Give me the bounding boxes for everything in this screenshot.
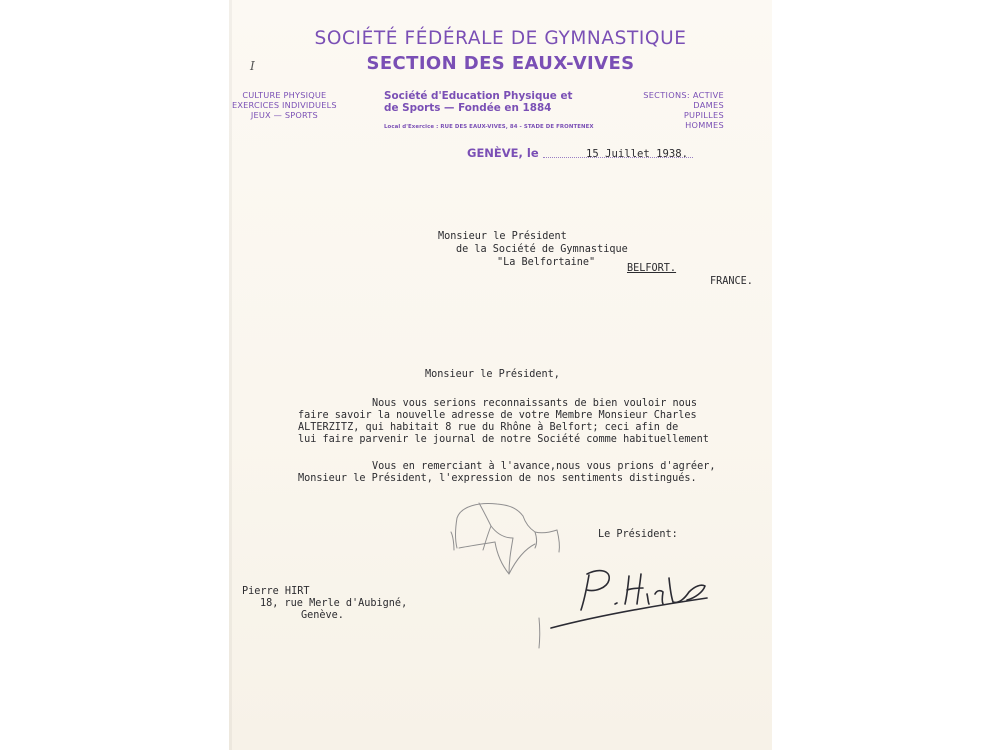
body-line: Vous en remerciant à l'avance,nous vous prions d'agréer, bbox=[372, 461, 716, 472]
recipient-country: FRANCE. bbox=[710, 276, 753, 287]
letterhead-local: Local d'Exercice : RUE DES EAUX-VIVES, 84 - STADE DE FRONTENEX bbox=[384, 124, 594, 130]
letter-page bbox=[229, 0, 772, 750]
body-line: ALTERZITZ, qui habitait 8 rue du Rhône à Belfort; ceci afin de bbox=[298, 422, 679, 433]
sender-city: Genève. bbox=[301, 610, 344, 621]
letterhead-society bbox=[384, 90, 572, 114]
sections-line: HOMMES bbox=[685, 120, 724, 130]
recipient-city: BELFORT. bbox=[627, 263, 677, 274]
letterhead-place: GENÈVE, le bbox=[467, 146, 539, 160]
letterhead-activities bbox=[232, 90, 337, 120]
closing-label: Le Président: bbox=[598, 529, 678, 540]
letter-date: 15 Juillet 1938. bbox=[586, 148, 689, 160]
margin-mark: I bbox=[250, 59, 255, 73]
recipient-line: "La Belfortaine" bbox=[497, 257, 596, 268]
society-line: Société d'Education Physique et bbox=[384, 90, 573, 102]
recipient-line: Monsieur le Président bbox=[438, 231, 567, 242]
body-line: Monsieur le Président, l'expression de nos sentiments distingués. bbox=[298, 473, 697, 484]
activity-line: CULTURE PHYSIQUE bbox=[242, 90, 327, 100]
recipient-line: de la Société de Gymnastique bbox=[456, 244, 628, 255]
body-line: lui faire parvenir le journal de notre Société comme habituellement bbox=[298, 434, 709, 445]
salutation: Monsieur le Président, bbox=[425, 369, 560, 380]
activity-line: JEUX — SPORTS bbox=[250, 110, 318, 120]
sender-street: 18, rue Merle d'Aubigné, bbox=[260, 598, 408, 609]
sections-line: PUPILLES bbox=[683, 110, 724, 120]
letterhead-sections bbox=[620, 90, 724, 130]
letterhead-title: SOCIÉTÉ FÉDÉRALE DE GYMNASTIQUE bbox=[314, 28, 687, 49]
society-line: de Sports — Fondée en 1884 bbox=[384, 102, 552, 114]
body-line: faire savoir la nouvelle adresse de votre Membre Monsieur Charles bbox=[298, 410, 697, 421]
body-line: Nous vous serions reconnaissants de bien vouloir nous bbox=[372, 398, 698, 409]
letterhead-section: SECTION DES EAUX-VIVES bbox=[366, 53, 635, 74]
activity-line: EXERCICES INDIVIDUELS bbox=[232, 100, 337, 110]
sections-line: DAMES bbox=[693, 100, 724, 110]
signature bbox=[529, 540, 719, 640]
sender-name: Pierre HIRT bbox=[242, 586, 310, 597]
sections-line: SECTIONS: ACTIVE bbox=[643, 90, 724, 100]
